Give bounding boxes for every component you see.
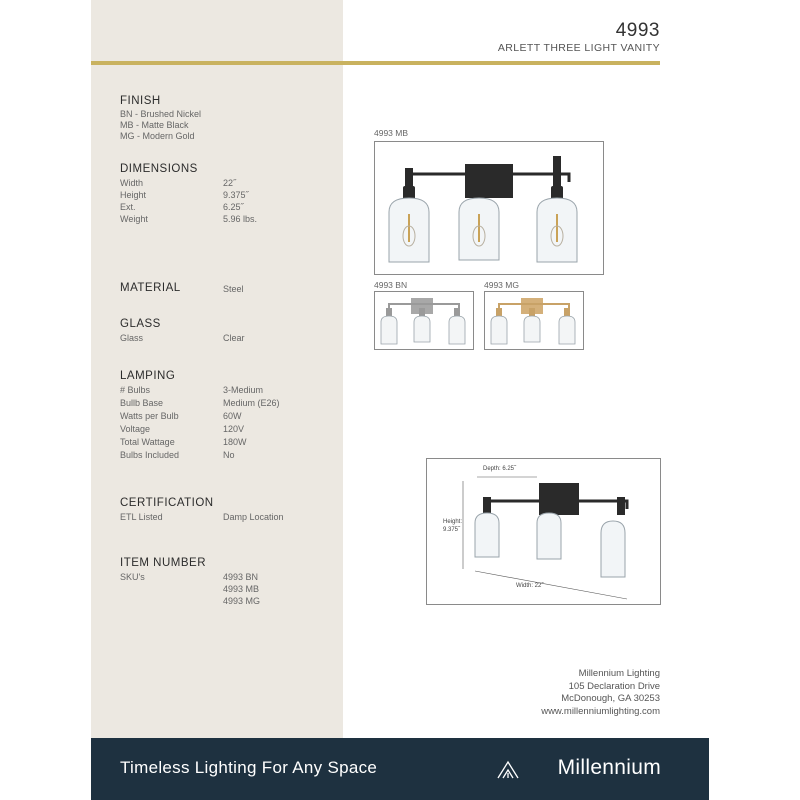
material-section [120,282,244,296]
model-number: 4993 [615,20,660,41]
height-value: 9.375˝ [443,527,461,533]
depth-label: Depth: 6.25˝ [483,466,517,472]
bn-product-image [374,291,474,350]
sku-row [120,595,261,607]
dimensions-section [120,163,258,225]
lamping-section [120,370,280,462]
dimension-label: Height [120,190,147,200]
lamping-row [120,449,235,462]
finish-section [120,95,201,142]
vanity-brushed-nickel-illustration [375,292,473,349]
lamping-value: 120V [223,424,245,434]
lamping-value: 3-Medium [223,385,264,395]
company-address [541,668,660,718]
lamping-row [120,410,242,423]
glass-title: GLASS [120,318,161,330]
lamping-label: Total Wattage [120,437,175,447]
material-row [120,282,244,296]
lamping-label: Bulbs Included [120,450,180,460]
lamping-value: 180W [223,437,247,447]
glass-section [120,318,245,344]
certification-section [120,497,284,523]
dimension-value: 6.25˝ [223,202,244,212]
footer-brand-name: Millennium [557,756,661,779]
dimension-label: Ext. [120,202,136,212]
finish-item: BN - Brushed Nickel [120,109,202,119]
glass-label: Glass [120,333,144,343]
dimension-label: Width [120,178,144,188]
dimension-value: 5.96 lbs. [223,214,258,224]
dimension-row [120,201,244,213]
item-number-section [120,557,261,607]
footer-tagline: Timeless Lighting For Any Space [120,758,378,777]
sku-value: 4993 BN [223,572,259,582]
sku-row [120,571,259,583]
lamping-row [120,423,245,436]
sku-label: SKU's [120,572,145,582]
footer-bar [91,738,709,800]
millennium-logo-icon [497,759,519,779]
lamping-label: Watts per Bulb [120,411,179,421]
certification-row [120,511,284,523]
certification-label: ETL Listed [120,512,163,522]
dimension-row [120,177,237,189]
glass-value: Clear [223,333,245,343]
lamping-value: No [223,450,235,460]
lamping-label: Voltage [120,424,151,434]
dimension-value: 22˝ [223,178,237,188]
material-value: Steel [223,284,244,294]
lamping-label: # Bulbs [120,385,151,395]
sku-value: 4993 MB [223,584,260,594]
sku-value: 4993 MG [223,596,261,606]
item-number-title: ITEM NUMBER [120,557,206,569]
dimensions-title: DIMENSIONS [120,163,198,175]
finish-item: MG - Modern Gold [120,131,195,141]
lamping-label: Bullb Base [120,398,164,408]
mg-product-image [484,291,584,350]
main-image-caption: 4993 MB [374,128,409,138]
model-name: ARLETT THREE LIGHT VANITY [497,42,660,54]
lamping-row [120,436,247,449]
lamping-value: 60W [223,411,242,421]
vanity-matte-black-illustration [375,142,603,274]
height-label: Height: [443,519,463,525]
lamping-title: LAMPING [120,370,176,382]
dimension-label: Weight [120,214,148,224]
dimension-drawing-illustration [427,459,660,604]
dimension-row [120,189,249,201]
material-title: MATERIAL [120,282,181,294]
company-street: 105 Declaration Drive [568,680,660,692]
finish-item: MB - Matte Black [120,120,189,130]
finish-title: FINISH [120,95,161,107]
company-name: Millennium Lighting [578,668,660,679]
vanity-modern-gold-illustration [485,292,583,349]
lamping-value: Medium (E26) [223,398,280,408]
glass-row [120,332,245,344]
width-label: Width: 22˝ [516,583,544,589]
certification-value: Damp Location [223,512,284,522]
bn-image-caption: 4993 BN [374,280,408,290]
certification-title: CERTIFICATION [120,497,214,509]
lamping-row [120,397,280,410]
company-city: McDonough, GA 30253 [561,693,660,704]
lamping-row [120,384,264,397]
main-product-image [374,141,604,275]
gold-divider [91,61,660,65]
mg-image-caption: 4993 MG [484,280,519,290]
company-website[interactable]: www.millenniumlighting.com [541,705,660,717]
dimension-value: 9.375˝ [223,190,249,200]
sku-row [120,583,260,595]
dimension-row [120,213,258,225]
dimension-diagram [426,458,661,605]
